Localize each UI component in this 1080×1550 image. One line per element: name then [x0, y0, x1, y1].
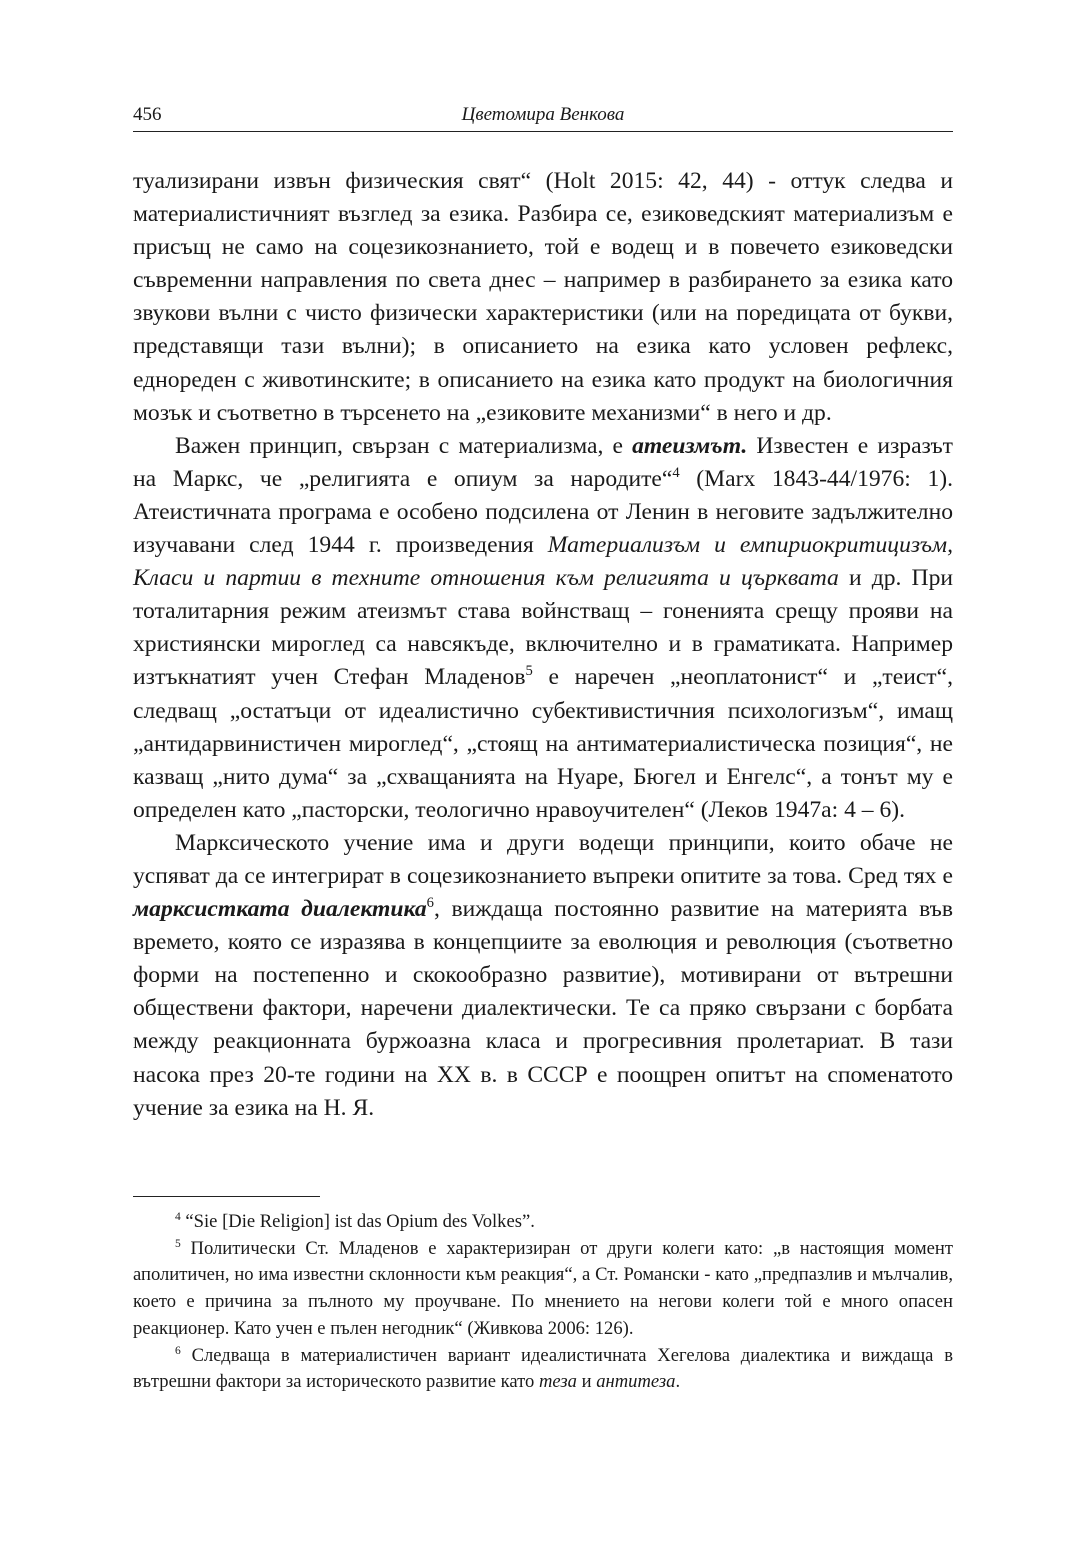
- paragraph-2-text-c: Известен е изразът на Маркс, че „религията е опиум за народите“: [133, 432, 953, 492]
- paragraph-1: [133, 165, 953, 430]
- paragraph-2-text-a: Важен принцип, свързан с материализма, е: [175, 432, 633, 459]
- paragraph-3: [133, 827, 953, 1125]
- footnote-5-number: 5: [175, 1237, 181, 1250]
- footnote-4: [133, 1209, 953, 1236]
- paragraph-2: [133, 430, 953, 827]
- footnote-5-text: Политически Ст. Младенов е характеризиран от други колеги като: „в настоящия момент аполитичен, но има известни склонности към реакция“, а Ст. Романски ‑ като „предпазлив и мълчалив, което е причина за пълното му проучване. По мнението на негови колеги той е много опасен реакционер. Като учен е пълен негодник“ (Живкова 2006: 126).: [133, 1237, 953, 1339]
- paragraph-2-text-g: е наречен „неоплатонист“ и „теист“, следващ „остатъци от идеалистично субективистичния психологизъм“, имащ „антидарвинистичен мироглед“, „стоящ на антиматериалистическа позиция“, не казващ „нито дума“ за „схващанията на Нуаре, Бюгел и Енгелс“, а тонът му е определен като „пасторски, теологично нравоучителен“ (Леков 1947а: 4 – 6).: [133, 664, 953, 823]
- page-number: 456: [133, 104, 162, 125]
- footnote-4-number: 4: [175, 1210, 181, 1223]
- footnotes: [133, 1209, 953, 1396]
- paragraph-3-text-a: Марксическото учение има и други водещи принципи, които обаче не успяват да се интегрират в соцезикознанието въпреки опитите за това. Сред тях е: [133, 829, 953, 889]
- main-text: [133, 165, 953, 1125]
- paragraph-3-text-c: , виждаща постоянно развитие на материята във времето, която се изразява в концепциите за еволюция и революция (съответно форми на постепенно и скокообразно развитие), мотивирани от вътрешни обществени фактори, наречени диалектически. Те са пряко свързани с борбата между реакционната буржоазна класа и прогресивния пролетариат. В тази насока през 20-те години на ХХ в. в СССР е поощрен опитът на споменатото учение за езика на Н. Я.: [133, 896, 953, 1121]
- term-atheism: атеизмът.: [632, 432, 748, 459]
- footnote-5: [133, 1236, 953, 1343]
- paragraph-2-text-d: (Marx 1843-44/1976: 1). Атеистичната програма е особено подсилена от Ленин в неговите задължително изучавани след 1944 г. произведения: [133, 465, 953, 559]
- footnote-ref-4: 4: [672, 464, 680, 481]
- running-title-author: Цветомира Венкова: [461, 104, 625, 125]
- footnote-ref-5: 5: [525, 663, 533, 680]
- footnote-6-text-e: .: [675, 1371, 681, 1393]
- paragraph-2-text-f: и др. При тоталитарния режим атеизмът става войнстващ – гоненията срещу прояви на християнски мироглед са навсякъде, включително и в граматиката. Например изтъкнатият учен Стефан Младенов: [133, 565, 954, 691]
- footnote-4-text: “Sie [Die Religion] ist das Opium des Volkes”.: [180, 1211, 535, 1232]
- running-head: [133, 103, 953, 132]
- footnote-6-number: 6: [175, 1344, 181, 1357]
- footnote-separator: [133, 1196, 320, 1197]
- paragraph-1-text: туализирани извън физическия свят“ (Holt 2015: 42, 44) ‑ оттук следва и материалистичният възглед за езика. Разбира се, езиковедският материализъм е присъщ не само на соцезикознанието, той е водещ и в повечето езиковедски съвременни направления по света днес – например в разбирането за езика като звукови вълни с чисто физически характеристики (или на поредицата от букви, представящи тази вълни); в описанието на езика като условен рефлекс, еднореден с животинските; в описанието на езика като продукт на биологичния мозък и съответно в търсенето на „езиковите механизми“ в него и др.: [133, 168, 953, 426]
- term-marxist-dialectics: марксистката диалектика: [133, 896, 427, 923]
- footnote-6-text-a: Следваща в материалистичен вариант идеалистичната Хегелова диалектика и виждаща в вътрешни фактори за историческото развитие като: [133, 1344, 953, 1393]
- term-thesis: теза: [538, 1371, 577, 1393]
- lenin-works-titles: Материализъм и емпириокритицизъм, Класи и партии в техните отношения към религията и църквата: [133, 532, 953, 592]
- term-antithesis: антитеза: [596, 1371, 676, 1393]
- footnote-6: [133, 1343, 953, 1396]
- footnote-ref-6: 6: [426, 895, 434, 912]
- footnote-6-text-c: и: [576, 1371, 597, 1393]
